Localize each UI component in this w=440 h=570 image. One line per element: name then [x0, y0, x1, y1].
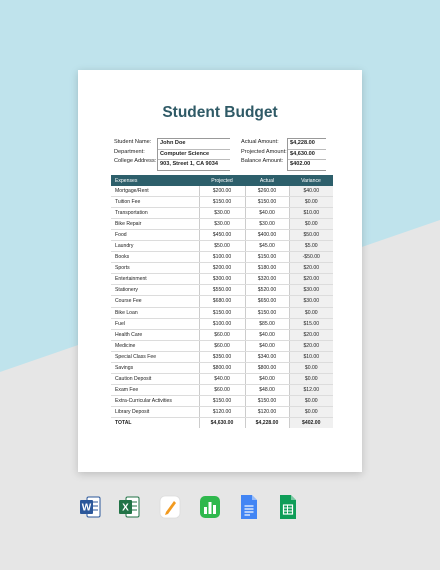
variance-cell: $50.00: [289, 230, 333, 241]
actual-cell: $180.00: [245, 263, 289, 274]
expense-name-cell: Health Care: [111, 329, 199, 340]
table-row: [111, 208, 333, 219]
actual-cell: $320.00: [245, 274, 289, 285]
expense-name-cell: Tuition Fee: [111, 197, 199, 208]
table-body: [111, 186, 333, 428]
variance-cell: $12.00: [289, 384, 333, 395]
expense-name-cell: Course Fee: [111, 296, 199, 307]
projected-cell: $150.00: [199, 197, 245, 208]
projected-cell: $100.00: [199, 252, 245, 263]
google-docs-icon[interactable]: [238, 494, 260, 520]
projected-cell: $30.00: [199, 208, 245, 219]
actual-cell: $150.00: [245, 307, 289, 318]
budget-document: [78, 70, 362, 472]
actual-cell: $340.00: [245, 351, 289, 362]
actual-cell: $120.00: [245, 406, 289, 417]
table-row: [111, 252, 333, 263]
actual-cell: $650.00: [245, 296, 289, 307]
actual-cell: $40.00: [245, 329, 289, 340]
projected-cell: $800.00: [199, 362, 245, 373]
expense-name-cell: Special Class Fee: [111, 351, 199, 362]
table-row: [111, 329, 333, 340]
variance-cell: $15.00: [289, 318, 333, 329]
variance-cell: -$50.00: [289, 252, 333, 263]
actual-cell: $45.00: [245, 241, 289, 252]
projected-cell: $30.00: [199, 219, 245, 230]
expense-name-cell: Bike Repair: [111, 219, 199, 230]
google-sheets-icon[interactable]: [277, 494, 299, 520]
app-icon-row: [0, 494, 440, 520]
info-label: Student Name:: [114, 139, 152, 145]
summary-label: Actual Amount:: [241, 139, 279, 145]
actual-cell: $40.00: [245, 340, 289, 351]
projected-cell: $100.00: [199, 318, 245, 329]
summary-label: Balance Amount:: [241, 158, 284, 164]
table-row: [111, 241, 333, 252]
expense-name-cell: Entertainment: [111, 274, 199, 285]
table-row: [111, 186, 333, 197]
actual-cell: $400.00: [245, 230, 289, 241]
table-total-row: [111, 417, 333, 428]
table-row: [111, 362, 333, 373]
variance-cell: $30.00: [289, 285, 333, 296]
variance-cell: $0.00: [289, 395, 333, 406]
student-info-values: [157, 138, 230, 171]
projected-cell: $150.00: [199, 395, 245, 406]
expense-name-cell: Transportation: [111, 208, 199, 219]
expense-name-cell: Savings: [111, 362, 199, 373]
summary-label: Projected Amount:: [241, 148, 287, 155]
variance-cell: $0.00: [289, 307, 333, 318]
variance-cell: $20.00: [289, 329, 333, 340]
projected-cell: $150.00: [199, 307, 245, 318]
expense-name-cell: Sports: [111, 263, 199, 274]
actual-cell: $150.00: [245, 197, 289, 208]
expense-name-cell: Library Deposit: [111, 406, 199, 417]
projected-cell: $40.00: [199, 373, 245, 384]
actual-cell: $260.00: [245, 186, 289, 197]
projected-cell: $300.00: [199, 274, 245, 285]
table-row: [111, 219, 333, 230]
word-icon[interactable]: [79, 494, 101, 520]
projected-cell: $450.00: [199, 230, 245, 241]
summary-value: $4,228.00: [290, 140, 315, 146]
document-title: Student Budget: [162, 104, 278, 121]
table-row: [111, 307, 333, 318]
variance-cell: $0.00: [289, 373, 333, 384]
actual-cell: $40.00: [245, 208, 289, 219]
expense-name-cell: Fuel: [111, 318, 199, 329]
table-row: [111, 230, 333, 241]
table-row: [111, 285, 333, 296]
amount-summary-labels: [241, 138, 287, 167]
expense-name-cell: Bike Loan: [111, 307, 199, 318]
table-row: [111, 340, 333, 351]
expense-name-cell: Medicine: [111, 340, 199, 351]
variance-cell: $20.00: [289, 274, 333, 285]
variance-cell: $10.00: [289, 208, 333, 219]
table-row: [111, 406, 333, 417]
actual-cell: $150.00: [245, 395, 289, 406]
svg-text:W: W: [81, 502, 92, 514]
expense-name-cell: Books: [111, 252, 199, 263]
numbers-icon[interactable]: [199, 494, 221, 520]
actual-cell: $800.00: [245, 362, 289, 373]
actual-cell: $85.00: [245, 318, 289, 329]
excel-icon[interactable]: [118, 494, 140, 520]
amount-summary-values: [287, 138, 326, 171]
variance-cell: $0.00: [289, 406, 333, 417]
info-label: College Address:: [114, 158, 157, 164]
expense-name-cell: Exam Fee: [111, 384, 199, 395]
total-value-cell: $4,228.00: [245, 417, 289, 428]
student-info-labels: [114, 138, 156, 167]
table-row: [111, 296, 333, 307]
column-header: Actual: [245, 175, 289, 186]
projected-cell: $60.00: [199, 340, 245, 351]
variance-cell: $40.00: [289, 186, 333, 197]
summary-value: $402.00: [288, 159, 326, 170]
actual-cell: $30.00: [245, 219, 289, 230]
projected-cell: $120.00: [199, 406, 245, 417]
variance-cell: $20.00: [289, 263, 333, 274]
table-row: [111, 263, 333, 274]
expense-name-cell: Food: [111, 230, 199, 241]
variance-cell: $0.00: [289, 362, 333, 373]
projected-cell: $60.00: [199, 384, 245, 395]
info-value: 903, Street 1, CA 9034: [158, 159, 230, 170]
info-label: Department:: [114, 148, 145, 155]
variance-cell: $30.00: [289, 296, 333, 307]
svg-text:X: X: [122, 502, 129, 514]
expense-name-cell: Laundry: [111, 241, 199, 252]
expense-name-cell: Stationery: [111, 285, 199, 296]
actual-cell: $520.00: [245, 285, 289, 296]
column-header: Variance: [289, 175, 333, 186]
table-row: [111, 351, 333, 362]
variance-cell: $20.00: [289, 340, 333, 351]
summary-value: $4,630.00: [288, 149, 326, 160]
variance-cell: $5.00: [289, 241, 333, 252]
variance-cell: $0.00: [289, 219, 333, 230]
total-value-cell: $4,630.00: [199, 417, 245, 428]
pages-icon[interactable]: [159, 494, 181, 520]
expense-name-cell: Mortgage/Rent: [111, 186, 199, 197]
total-label-cell: TOTAL: [115, 420, 132, 426]
table-row: [111, 318, 333, 329]
table-header-row: [111, 175, 333, 186]
expense-name-cell: Caution Deposit: [111, 373, 199, 384]
total-value-cell: $402.00: [289, 417, 333, 428]
table-row: [111, 384, 333, 395]
expense-table: [111, 175, 333, 428]
projected-cell: $60.00: [199, 329, 245, 340]
projected-cell: $680.00: [199, 296, 245, 307]
expense-name-cell: Extra-Curricular Activities: [111, 395, 199, 406]
projected-cell: $50.00: [199, 241, 245, 252]
column-header: Projected: [199, 175, 245, 186]
info-value: Computer Science: [158, 149, 230, 160]
table-row: [111, 373, 333, 384]
variance-cell: $10.00: [289, 351, 333, 362]
projected-cell: $350.00: [199, 351, 245, 362]
projected-cell: $550.00: [199, 285, 245, 296]
projected-cell: $200.00: [199, 263, 245, 274]
column-header: Expenses: [111, 175, 199, 186]
table-row: [111, 274, 333, 285]
actual-cell: $48.00: [245, 384, 289, 395]
info-value: John Doe: [160, 140, 186, 146]
projected-cell: $200.00: [199, 186, 245, 197]
table-row: [111, 395, 333, 406]
variance-cell: $0.00: [289, 197, 333, 208]
actual-cell: $40.00: [245, 373, 289, 384]
table-row: [111, 197, 333, 208]
actual-cell: $150.00: [245, 252, 289, 263]
